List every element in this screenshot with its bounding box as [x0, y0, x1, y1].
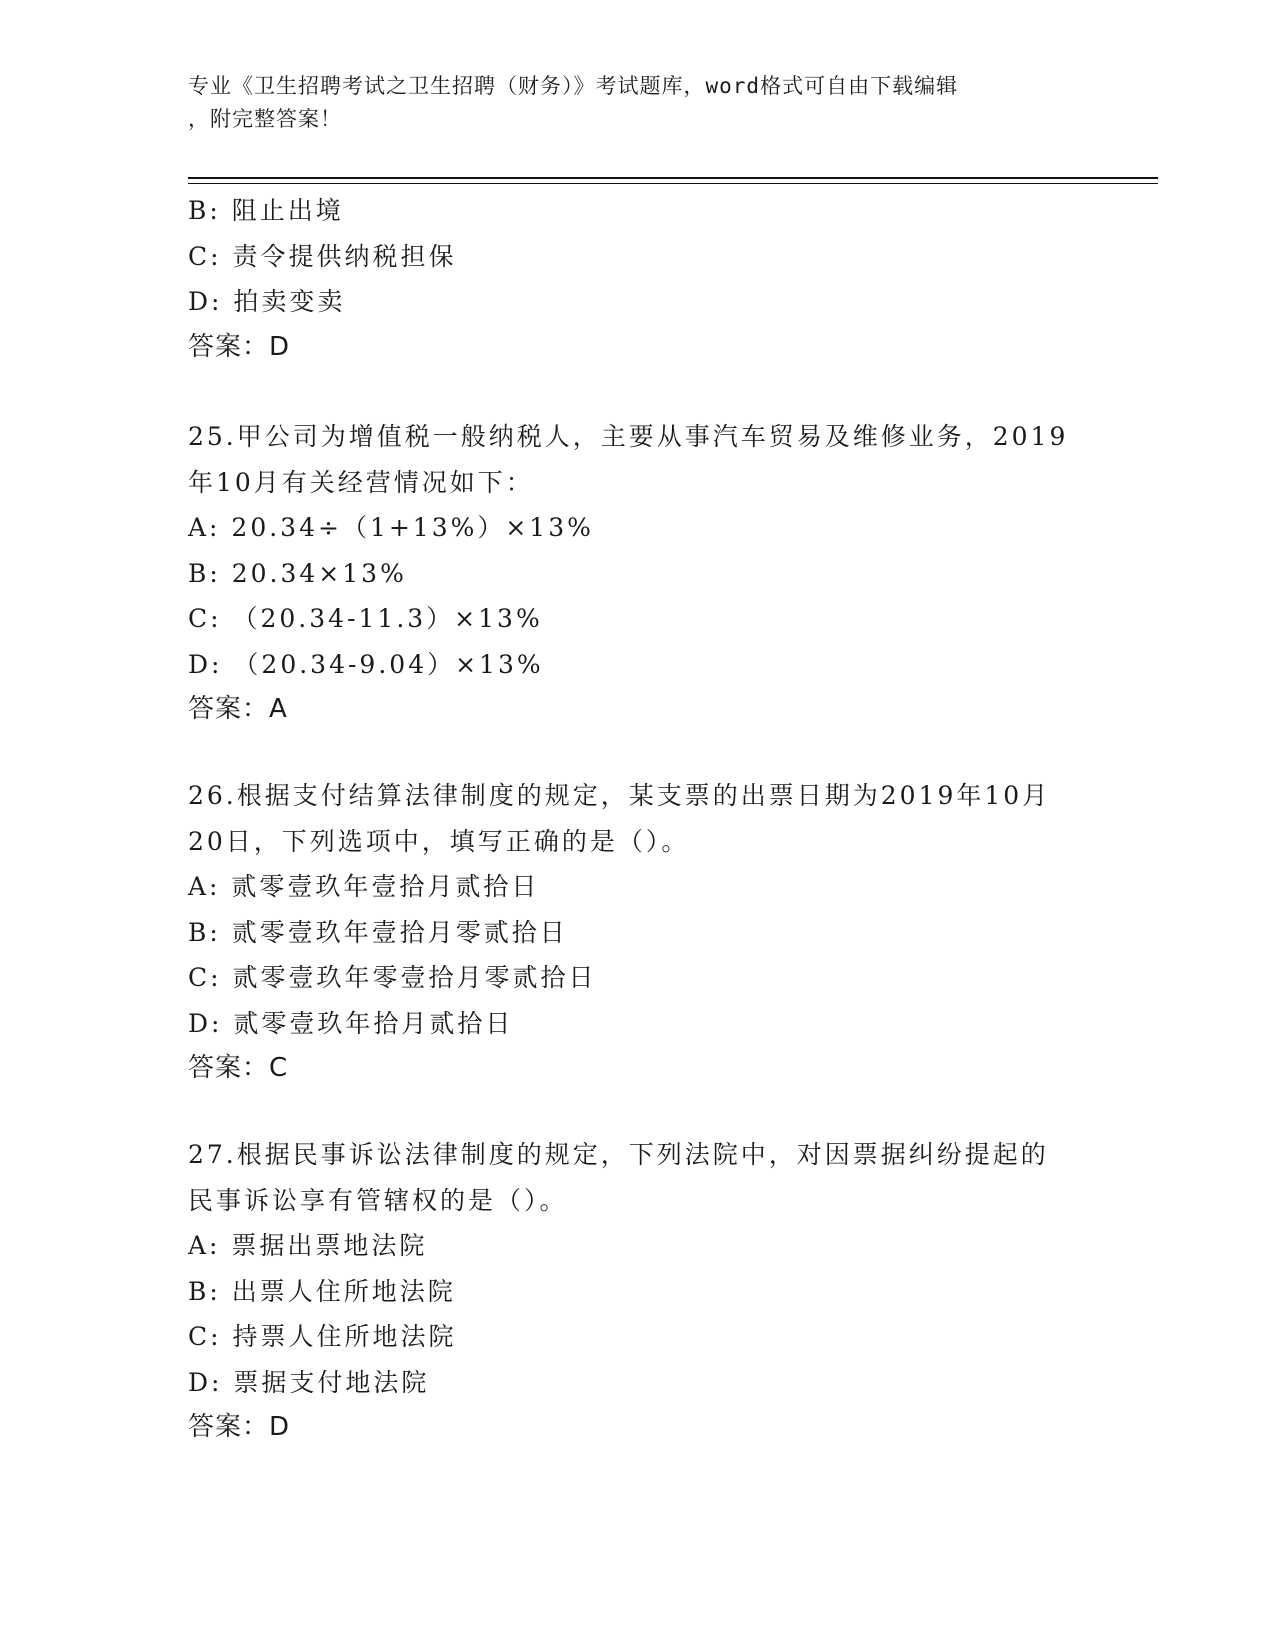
header-line-2: ，附完整答案！ — [188, 107, 342, 131]
question-stem-line-2: 民事诉讼享有管辖权的是（）。 — [188, 1185, 568, 1215]
option-b: B: 贰零壹玖年壹拾月零贰拾日 — [188, 917, 568, 947]
option-a: A: 20.34÷（1+13%）×13% — [188, 513, 594, 542]
option-c: C: （20.34-11.3）×13% — [188, 604, 543, 633]
header-line-1: 专业《卫生招聘考试之卫生招聘（财务）》考试题库，word格式可自由下载编辑 — [188, 74, 959, 98]
question-24-tail — [188, 188, 1088, 370]
option-d: D: （20.34-9.04）×13% — [188, 649, 544, 679]
header-divider-thick — [188, 177, 1158, 179]
question-stem-line-1: 26.根据支付结算法律制度的规定，某支票的出票日期为2019年10月 — [188, 781, 1051, 810]
question-25 — [188, 414, 1088, 733]
question-27 — [188, 1132, 1088, 1451]
question-stem-line-2: 年10月有关经营情况如下： — [188, 467, 534, 497]
answer: 答案：D — [188, 1412, 291, 1442]
option-a: A: 贰零壹玖年壹拾月贰拾日 — [188, 872, 540, 901]
answer: 答案：C — [188, 1053, 289, 1083]
option-d: D: 票据支付地法院 — [188, 1367, 430, 1397]
option-c: C: 贰零壹玖年零壹拾月零贰拾日 — [188, 963, 597, 992]
option-d: D: 贰零壹玖年拾月贰拾日 — [188, 1008, 514, 1038]
document-header — [188, 70, 1068, 136]
option-c: C: 持票人住所地法院 — [188, 1322, 457, 1351]
option-c: C: 责令提供纳税担保 — [188, 241, 457, 271]
option-b: B: 阻止出境 — [188, 196, 344, 225]
option-b: B: 20.34×13% — [188, 558, 407, 588]
option-a: A: 票据出票地法院 — [188, 1231, 428, 1260]
question-stem-line-2: 20日，下列选项中，填写正确的是（）。 — [188, 826, 690, 856]
answer: 答案：D — [188, 331, 291, 362]
question-stem-line-1: 25.甲公司为增值税一般纳税人，主要从事汽车贸易及维修业务，2019 — [188, 422, 1069, 451]
question-26 — [188, 773, 1088, 1092]
option-d: D: 拍卖变卖 — [188, 287, 346, 316]
question-stem-line-1: 27.根据民事诉讼法律制度的规定，下列法院中，对因票据纠纷提起的 — [188, 1140, 1049, 1169]
option-b: B: 出票人住所地法院 — [188, 1276, 456, 1306]
answer: 答案：A — [188, 694, 288, 724]
header-divider-thin — [188, 183, 1158, 184]
